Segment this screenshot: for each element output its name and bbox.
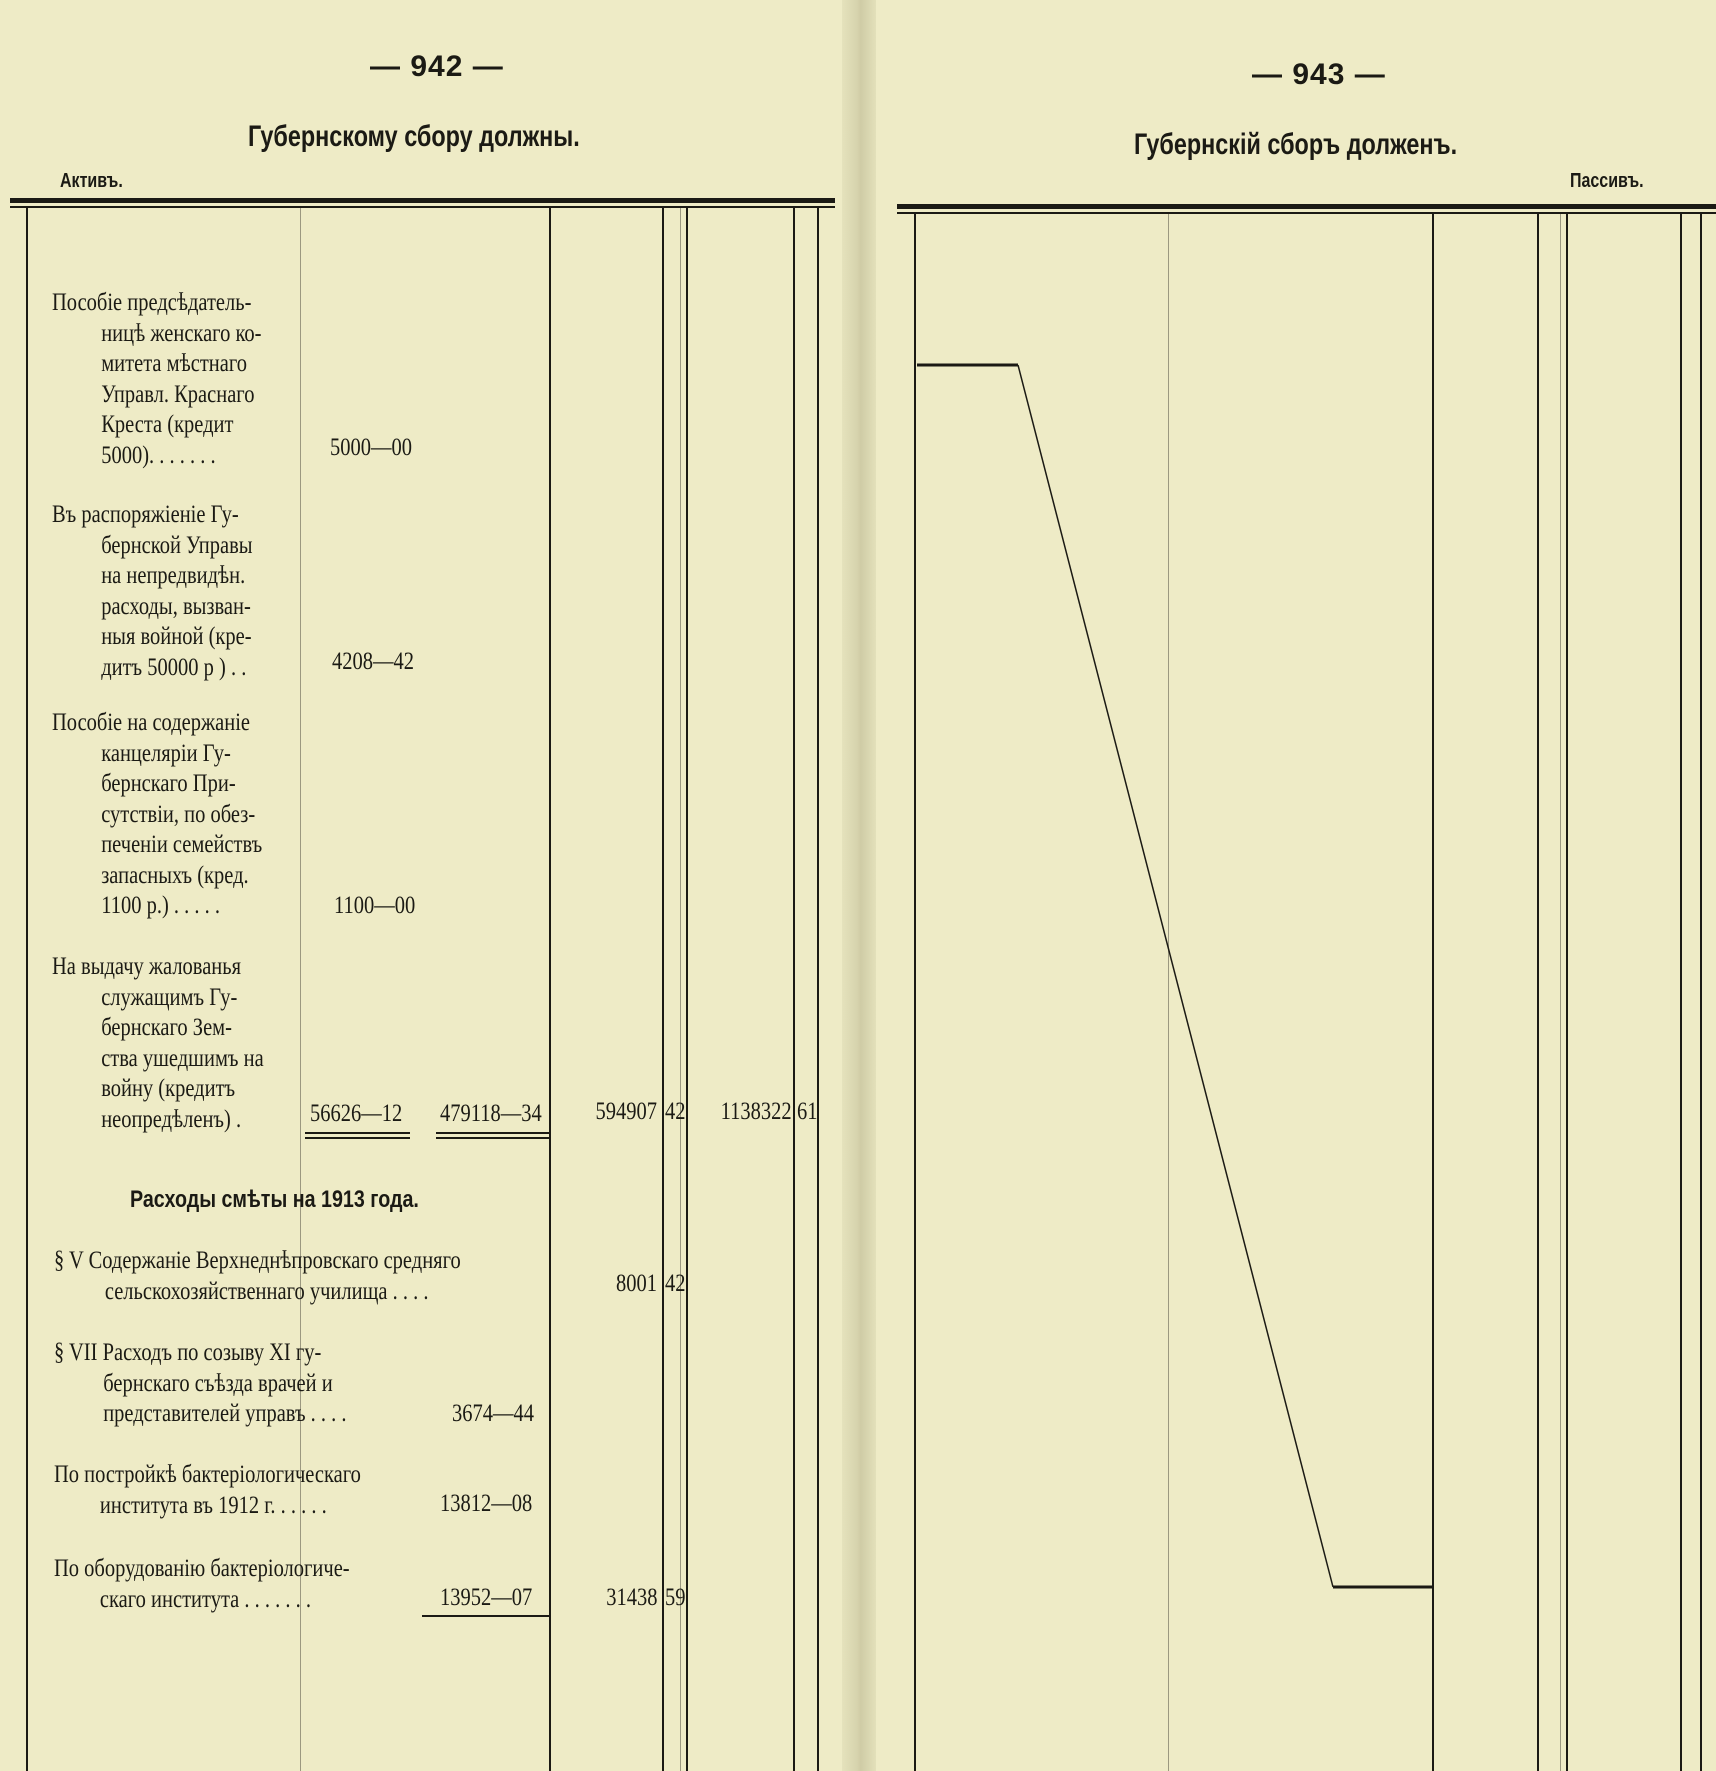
total-underline xyxy=(422,1615,550,1617)
entry-text: Пособіе на содержаніе канцеляріи Гу- бернскаго При- сутствіи, по обез- печеніи семействъ запасныхъ (кред. 1100 р.) . . . . . xyxy=(52,709,263,919)
section-entry-text: По оборудованію бактеріологиче- скаго института . . . . . . . xyxy=(54,1555,350,1613)
header-rule-thin xyxy=(897,212,1716,214)
entry-amount: 13952—07 xyxy=(440,1584,533,1611)
section-entry-text: § VII Расходъ по созыву XI гу- бернскаго съѣзда врачей и представителей управъ . . . . xyxy=(54,1339,347,1427)
column-rule xyxy=(1566,214,1568,1771)
page-title: Губернскій сборъ долженъ. xyxy=(1134,128,1458,161)
header-rule-thin xyxy=(10,206,835,208)
column4-kopecks: 61 xyxy=(797,1098,818,1125)
subtotal-underline xyxy=(436,1137,550,1139)
column3-kopecks: 59 xyxy=(665,1584,686,1611)
column3-rubles: 8001 xyxy=(616,1270,657,1297)
entry-amount: 4208—42 xyxy=(332,648,414,675)
subtotal-underline xyxy=(305,1132,410,1134)
cancellation-diagonal xyxy=(1018,365,1333,1587)
book-gutter xyxy=(842,0,876,1771)
entry-amount: 13812—08 xyxy=(440,1490,533,1517)
entry-amount: 56626—12 xyxy=(310,1100,403,1127)
header-rule-thick xyxy=(10,198,835,203)
column-rule xyxy=(1560,214,1561,1771)
column-rule xyxy=(300,208,301,1771)
column-rule xyxy=(1700,214,1702,1771)
column3-kopecks: 42 xyxy=(665,1098,686,1125)
section-heading: Расходы смѣты на 1913 года. xyxy=(130,1186,419,1213)
subtotal-underline xyxy=(305,1137,410,1139)
entry-amount: 5000—00 xyxy=(330,434,412,461)
column-rule xyxy=(26,208,28,1771)
entry-text: Въ распоряжіеніе Гу- бернской Управы на непредвидѣн. расходы, вызван- ныя войной (кре- дитъ 50000 р ) . . xyxy=(52,501,253,681)
column-label-aktiv: Активъ. xyxy=(60,170,123,192)
header-rule-thick xyxy=(897,204,1716,209)
page-title: Губернскому сбору должны. xyxy=(248,120,580,153)
entry-subtotal: 479118—34 xyxy=(440,1100,542,1127)
column3-rubles: 31438 xyxy=(605,1584,657,1611)
entry-text: Пособіе предсѣдатель- ницѣ женскаго ко- митета мѣстнаго Управл. Краснаго Креста (кредит 5000). . . . . . . xyxy=(52,289,262,469)
entry-text: На выдачу жалованья служащимъ Гу- бернскаго Зем- ства ушедшимъ на войну (кредитъ неопредѣленъ) . xyxy=(52,953,264,1133)
column-label-passiv: Пассивъ. xyxy=(1570,170,1644,192)
column-rule xyxy=(817,208,819,1771)
column-rule xyxy=(686,208,688,1771)
entry-amount: 3674—44 xyxy=(452,1400,534,1427)
cancellation-stroke xyxy=(900,350,1440,1600)
column-rule xyxy=(549,208,551,1771)
page-number: — 942 — xyxy=(370,50,504,83)
column-rule xyxy=(793,208,795,1771)
entry-amount: 1100—00 xyxy=(334,892,416,919)
column-rule xyxy=(662,208,664,1771)
section-entry-text: По постройкѣ бактеріологическаго института въ 1912 г. . . . . . xyxy=(54,1461,361,1519)
page-number: — 943 — xyxy=(1252,58,1386,91)
section-entry-text: § V Содержаніе Верхнеднѣпровскаго средняго сельскохозяйственнаго училища . . . . xyxy=(54,1247,461,1305)
column3-kopecks: 42 xyxy=(665,1270,686,1297)
column-rule xyxy=(1537,214,1539,1771)
subtotal-underline xyxy=(436,1132,550,1134)
column3-rubles: 594907 xyxy=(595,1098,657,1125)
column-rule xyxy=(680,208,681,1771)
column-rule xyxy=(1680,214,1682,1771)
column4-rubles: 1138322 xyxy=(721,1098,792,1125)
